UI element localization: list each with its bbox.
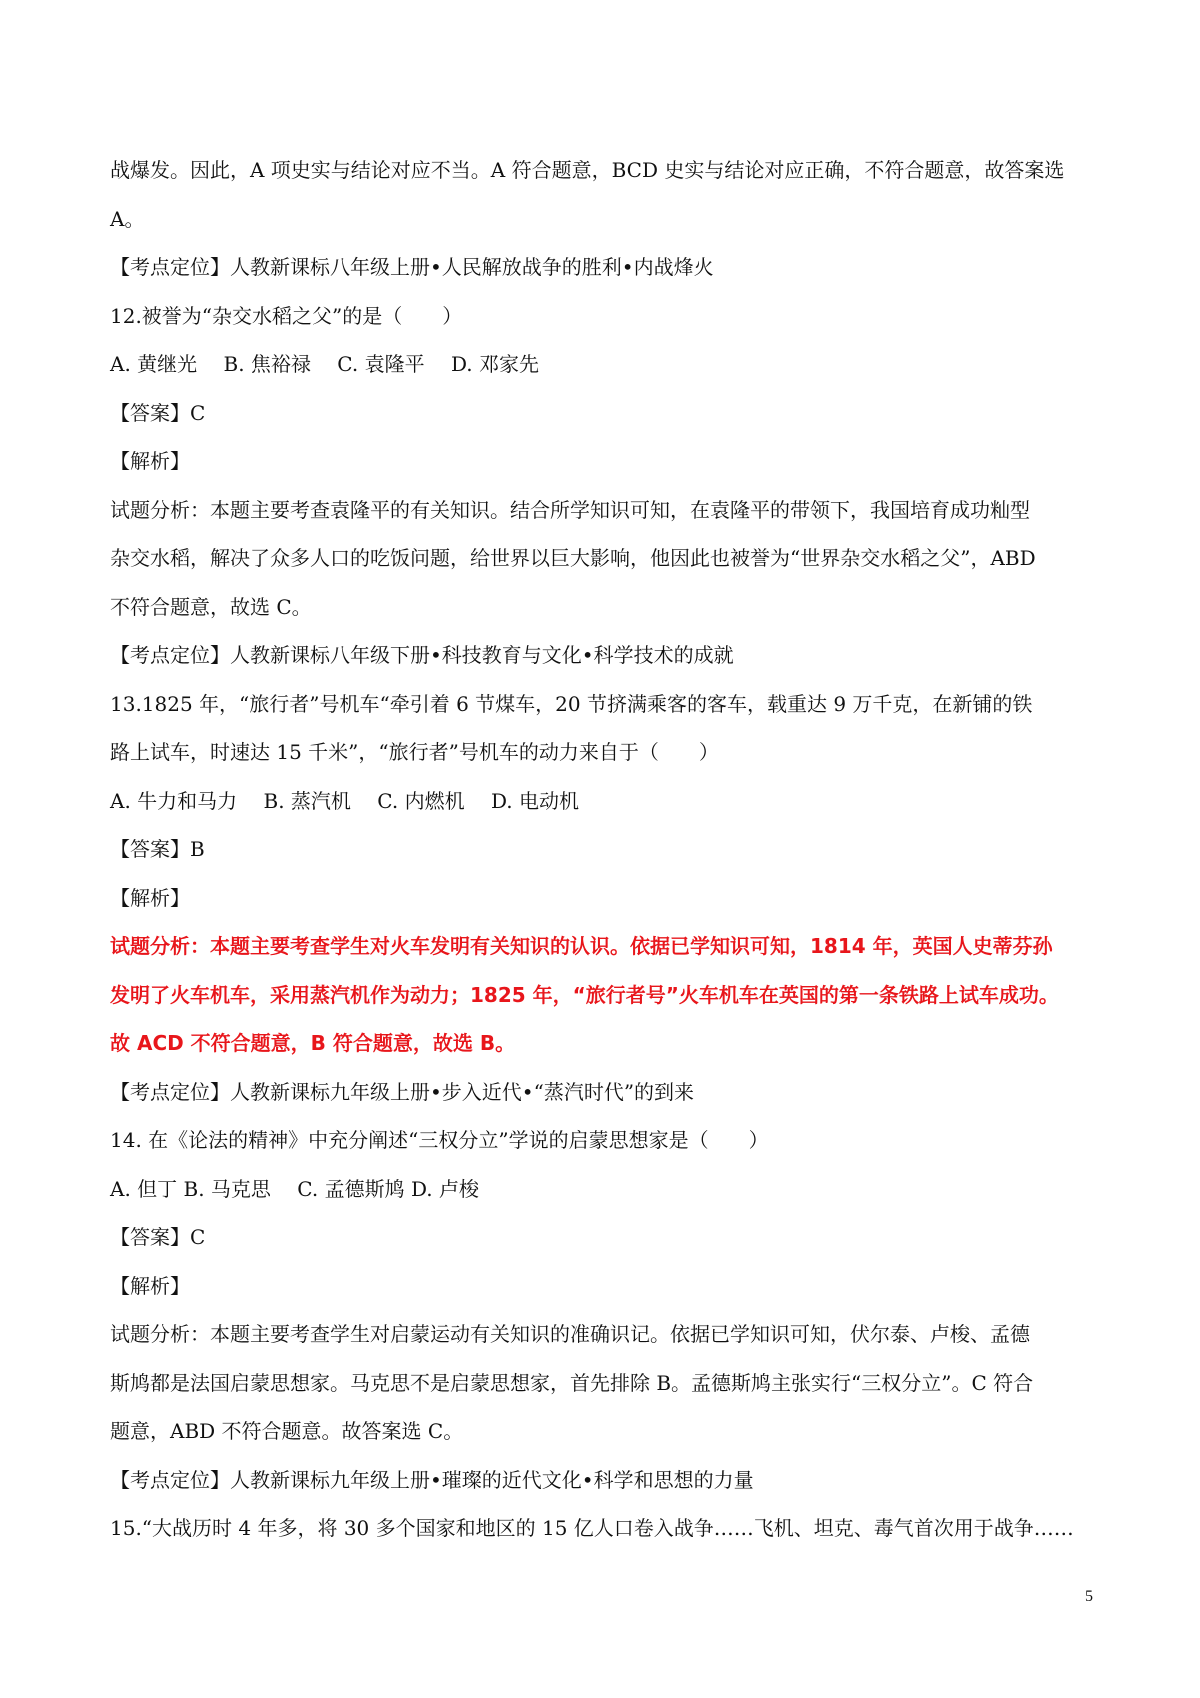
topic-location: 【考点定位】人教新课标八年级下册•科技教育与文化•科学技术的成就 [110,643,734,667]
document-body [110,146,1100,1553]
question-12-options: A. 黄继光 B. 焦裕禄 C. 袁隆平 D. 邓家先 [110,352,539,376]
highlighted-analysis-line: 发明了火车机车，采用蒸汽机作为动力；1825 年，“旅行者号”火车机车在英国的第一条铁路上试车成功。 [110,982,1059,1007]
question-14: 14. 在《论法的精神》中充分阐述“三权分立”学说的启蒙思想家是（ ） [110,1128,769,1152]
question-13-options: A. 牛力和马力 B. 蒸汽机 C. 内燃机 D. 电动机 [110,788,579,813]
text-line: 斯鸠都是法国启蒙思想家。马克思不是启蒙思想家，首先排除 B。孟德斯鸠主张实行“三权分立”。C 符合 [110,1370,1034,1395]
highlighted-analysis-line: 试题分析：本题主要考查学生对火车发明有关知识的认识。依据已学知识可知，1814 年，英国人史蒂芬孙 [110,934,1053,958]
analysis-heading: 【解析】 [110,1273,190,1298]
question-13: 13.1825 年，“旅行者”号机车“牵引着 6 节煤车，20 节挤满乘客的客车，载重达 9 万千克，在新铺的铁 [110,691,1033,716]
text-line: 杂交水稻，解决了众多人口的吃饭问题，给世界以巨大影响，他因此也被誉为“世界杂交水稻之父”，ABD [110,546,1036,570]
topic-location: 【考点定位】人教新课标九年级上册•璀璨的近代文化•科学和思想的力量 [110,1467,754,1492]
question-13-cont: 路上试车，时速达 15 千米”，“旅行者”号机车的动力来自于（ ） [110,740,719,764]
page-number: 5 [1085,1588,1093,1605]
text-line: 战爆发。因此，A 项史实与结论对应不当。A 符合题意，BCD 史实与结论对应正确，不符合题意，故答案选 [110,158,1065,182]
text-line: 试题分析：本题主要考查袁隆平的有关知识。结合所学知识可知，在袁隆平的带领下，我国培育成功籼型 [110,497,1030,522]
text-line: 题意，ABD 不符合题意。故答案选 C。 [110,1419,464,1443]
answer-14: 【答案】C [110,1225,206,1249]
topic-location: 【考点定位】人教新课标八年级上册•人民解放战争的胜利•内战烽火 [110,255,714,279]
question-12: 12.被誉为“杂交水稻之父”的是（ ） [110,303,463,328]
analysis-heading: 【解析】 [110,885,190,910]
answer-12: 【答案】C [110,400,206,425]
text-line: A。 [110,206,145,231]
question-15: 15.“大战历时 4 年多，将 30 多个国家和地区的 15 亿人口卷入战争……飞机、坦克、毒气首次用于战争…… [110,1516,1074,1540]
answer-13: 【答案】B [110,837,205,861]
text-line: 试题分析：本题主要考查学生对启蒙运动有关知识的准确识记。依据已学知识可知，伏尔泰、卢梭、孟德 [110,1322,1030,1346]
topic-location: 【考点定位】人教新课标九年级上册•步入近代•“蒸汽时代”的到来 [110,1079,695,1104]
highlighted-analysis-line: 故 ACD 不符合题意，B 符合题意，故选 B。 [110,1031,516,1055]
text-line: 不符合题意，故选 C。 [110,594,312,619]
question-14-options: A. 但丁 B. 马克思 C. 孟德斯鸠 D. 卢梭 [110,1176,479,1201]
analysis-heading: 【解析】 [110,449,190,473]
